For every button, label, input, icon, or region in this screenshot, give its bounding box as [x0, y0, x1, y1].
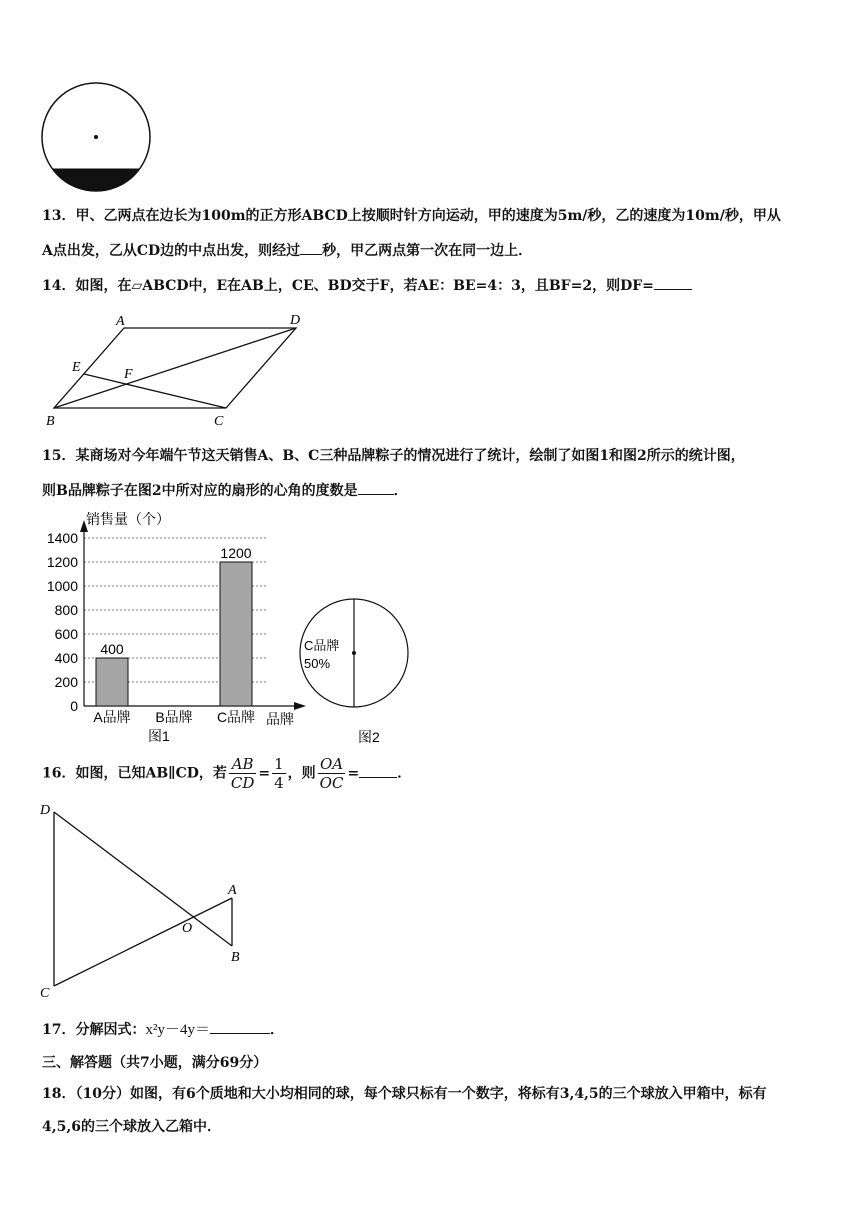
- label-B: B: [46, 414, 55, 429]
- q15-answer-blank[interactable]: [358, 482, 394, 495]
- y-tick-label: 400: [54, 650, 78, 666]
- x-category-label: A品牌: [93, 709, 131, 725]
- frac-1: 1: [274, 755, 284, 773]
- y-tick-label: 800: [54, 602, 78, 618]
- label-O: O: [182, 921, 193, 936]
- label-D: D: [290, 313, 301, 328]
- frac-cd: CD: [230, 774, 255, 792]
- q18-line1: 18．（10分）如图，有6个质地和大小均相同的球，每个球只标有一个数字，将标有3,4,5的三个球放入甲箱中，标有: [42, 1086, 767, 1102]
- q14-answer-blank[interactable]: [654, 277, 692, 290]
- q13-answer-blank[interactable]: [300, 242, 322, 255]
- q13-line2-a: A点出发，乙从CD边的中点出发，则经过: [42, 243, 301, 259]
- q17-answer-blank[interactable]: [210, 1021, 270, 1034]
- bar-chart-figure: [30, 508, 310, 750]
- y-tick-label: 1200: [46, 554, 78, 570]
- frac-oc: OC: [319, 774, 344, 792]
- q16-text: [42, 755, 411, 792]
- q15-line2: [42, 480, 408, 500]
- label-B: B: [231, 950, 240, 965]
- label-C: C: [214, 414, 224, 429]
- section-3-heading: 三、解答题（共7小题，满分69分）: [42, 1055, 268, 1071]
- x-category-label: B品牌: [155, 709, 193, 725]
- fig2-caption: 图2: [358, 729, 380, 745]
- parallelogram-figure: [40, 308, 310, 430]
- q13-line2-b: 秒，甲乙两点第一次在同一边上．: [322, 243, 533, 259]
- y-tick-label: 200: [54, 674, 78, 690]
- q16-eq2: =: [347, 765, 360, 782]
- label-C: C: [40, 986, 50, 1001]
- fraction-ab-cd: [229, 755, 257, 792]
- q13-line2: [42, 240, 532, 260]
- pie-percent: 50%: [304, 656, 331, 671]
- label-E: E: [72, 360, 81, 375]
- frac-4: 4: [274, 774, 284, 792]
- q16-prefix: 16．如图，已知AB∥CD，若: [42, 765, 227, 782]
- bar: [220, 562, 252, 706]
- q15-line1: 15．某商场对今年端午节这天销售A、B、C三种品牌粽子的情况进行了统计，绘制了如图1和图2所示的统计图，: [42, 448, 745, 464]
- chart-y-axis-label: 销售量（个）: [86, 511, 170, 527]
- triangle-figure: [36, 798, 256, 1003]
- q18-line2: 4,5,6的三个球放入乙箱中．: [42, 1119, 221, 1135]
- label-D: D: [40, 803, 51, 818]
- pie-label: C品牌: [304, 638, 340, 653]
- q15-line2-text: 则B品牌粽子在图2中所对应的扇形的心角的度数是: [42, 483, 358, 499]
- q13-line1: 13．甲、乙两点在边长为100m的正方形ABCD上按顺时针方向运动，甲的速度为5m/秒，乙的速度为10m/秒，甲从: [42, 208, 781, 224]
- q17-prefix: 17．分解因式：: [42, 1022, 146, 1038]
- q16-eq: =: [258, 765, 271, 782]
- y-tick-label: 1000: [46, 578, 78, 594]
- q16-mid: ，则: [287, 765, 316, 782]
- q14-text: [42, 275, 692, 295]
- y-tick-label: 0: [70, 698, 78, 714]
- bar-data-label: 400: [100, 641, 124, 657]
- pie-chart-figure: [296, 595, 414, 747]
- q17-end: ．: [269, 1022, 284, 1038]
- y-tick-label: 1400: [46, 530, 78, 546]
- y-tick-label: 600: [54, 626, 78, 642]
- q16-end: ．: [397, 765, 412, 782]
- bar-data-label: 1200: [220, 545, 252, 561]
- q14-question: 14．如图，在▱ABCD中，E在AB上，CE、BD交于F，若AE：BE=4：3，且BF=2，则DF=: [42, 278, 654, 294]
- fraction-oa-oc: [318, 755, 346, 792]
- chart-x-axis-label: 品牌: [266, 711, 294, 727]
- frac-ab: AB: [229, 755, 257, 774]
- q17-expression: x²y－4y＝: [145, 1022, 210, 1038]
- x-category-label: C品牌: [216, 709, 256, 725]
- fraction-one-quarter: [272, 755, 286, 792]
- label-F: F: [124, 367, 133, 382]
- frac-oa: OA: [318, 755, 346, 774]
- fig1-caption: 图1: [148, 728, 170, 744]
- q15-line2-end: ．: [393, 483, 408, 499]
- q17-text: [42, 1018, 284, 1039]
- label-A: A: [116, 314, 125, 329]
- circle-center: [94, 135, 98, 139]
- q16-answer-blank[interactable]: [359, 765, 397, 778]
- bar: [96, 658, 128, 706]
- label-A: A: [228, 883, 237, 898]
- circle-figure: [38, 82, 156, 194]
